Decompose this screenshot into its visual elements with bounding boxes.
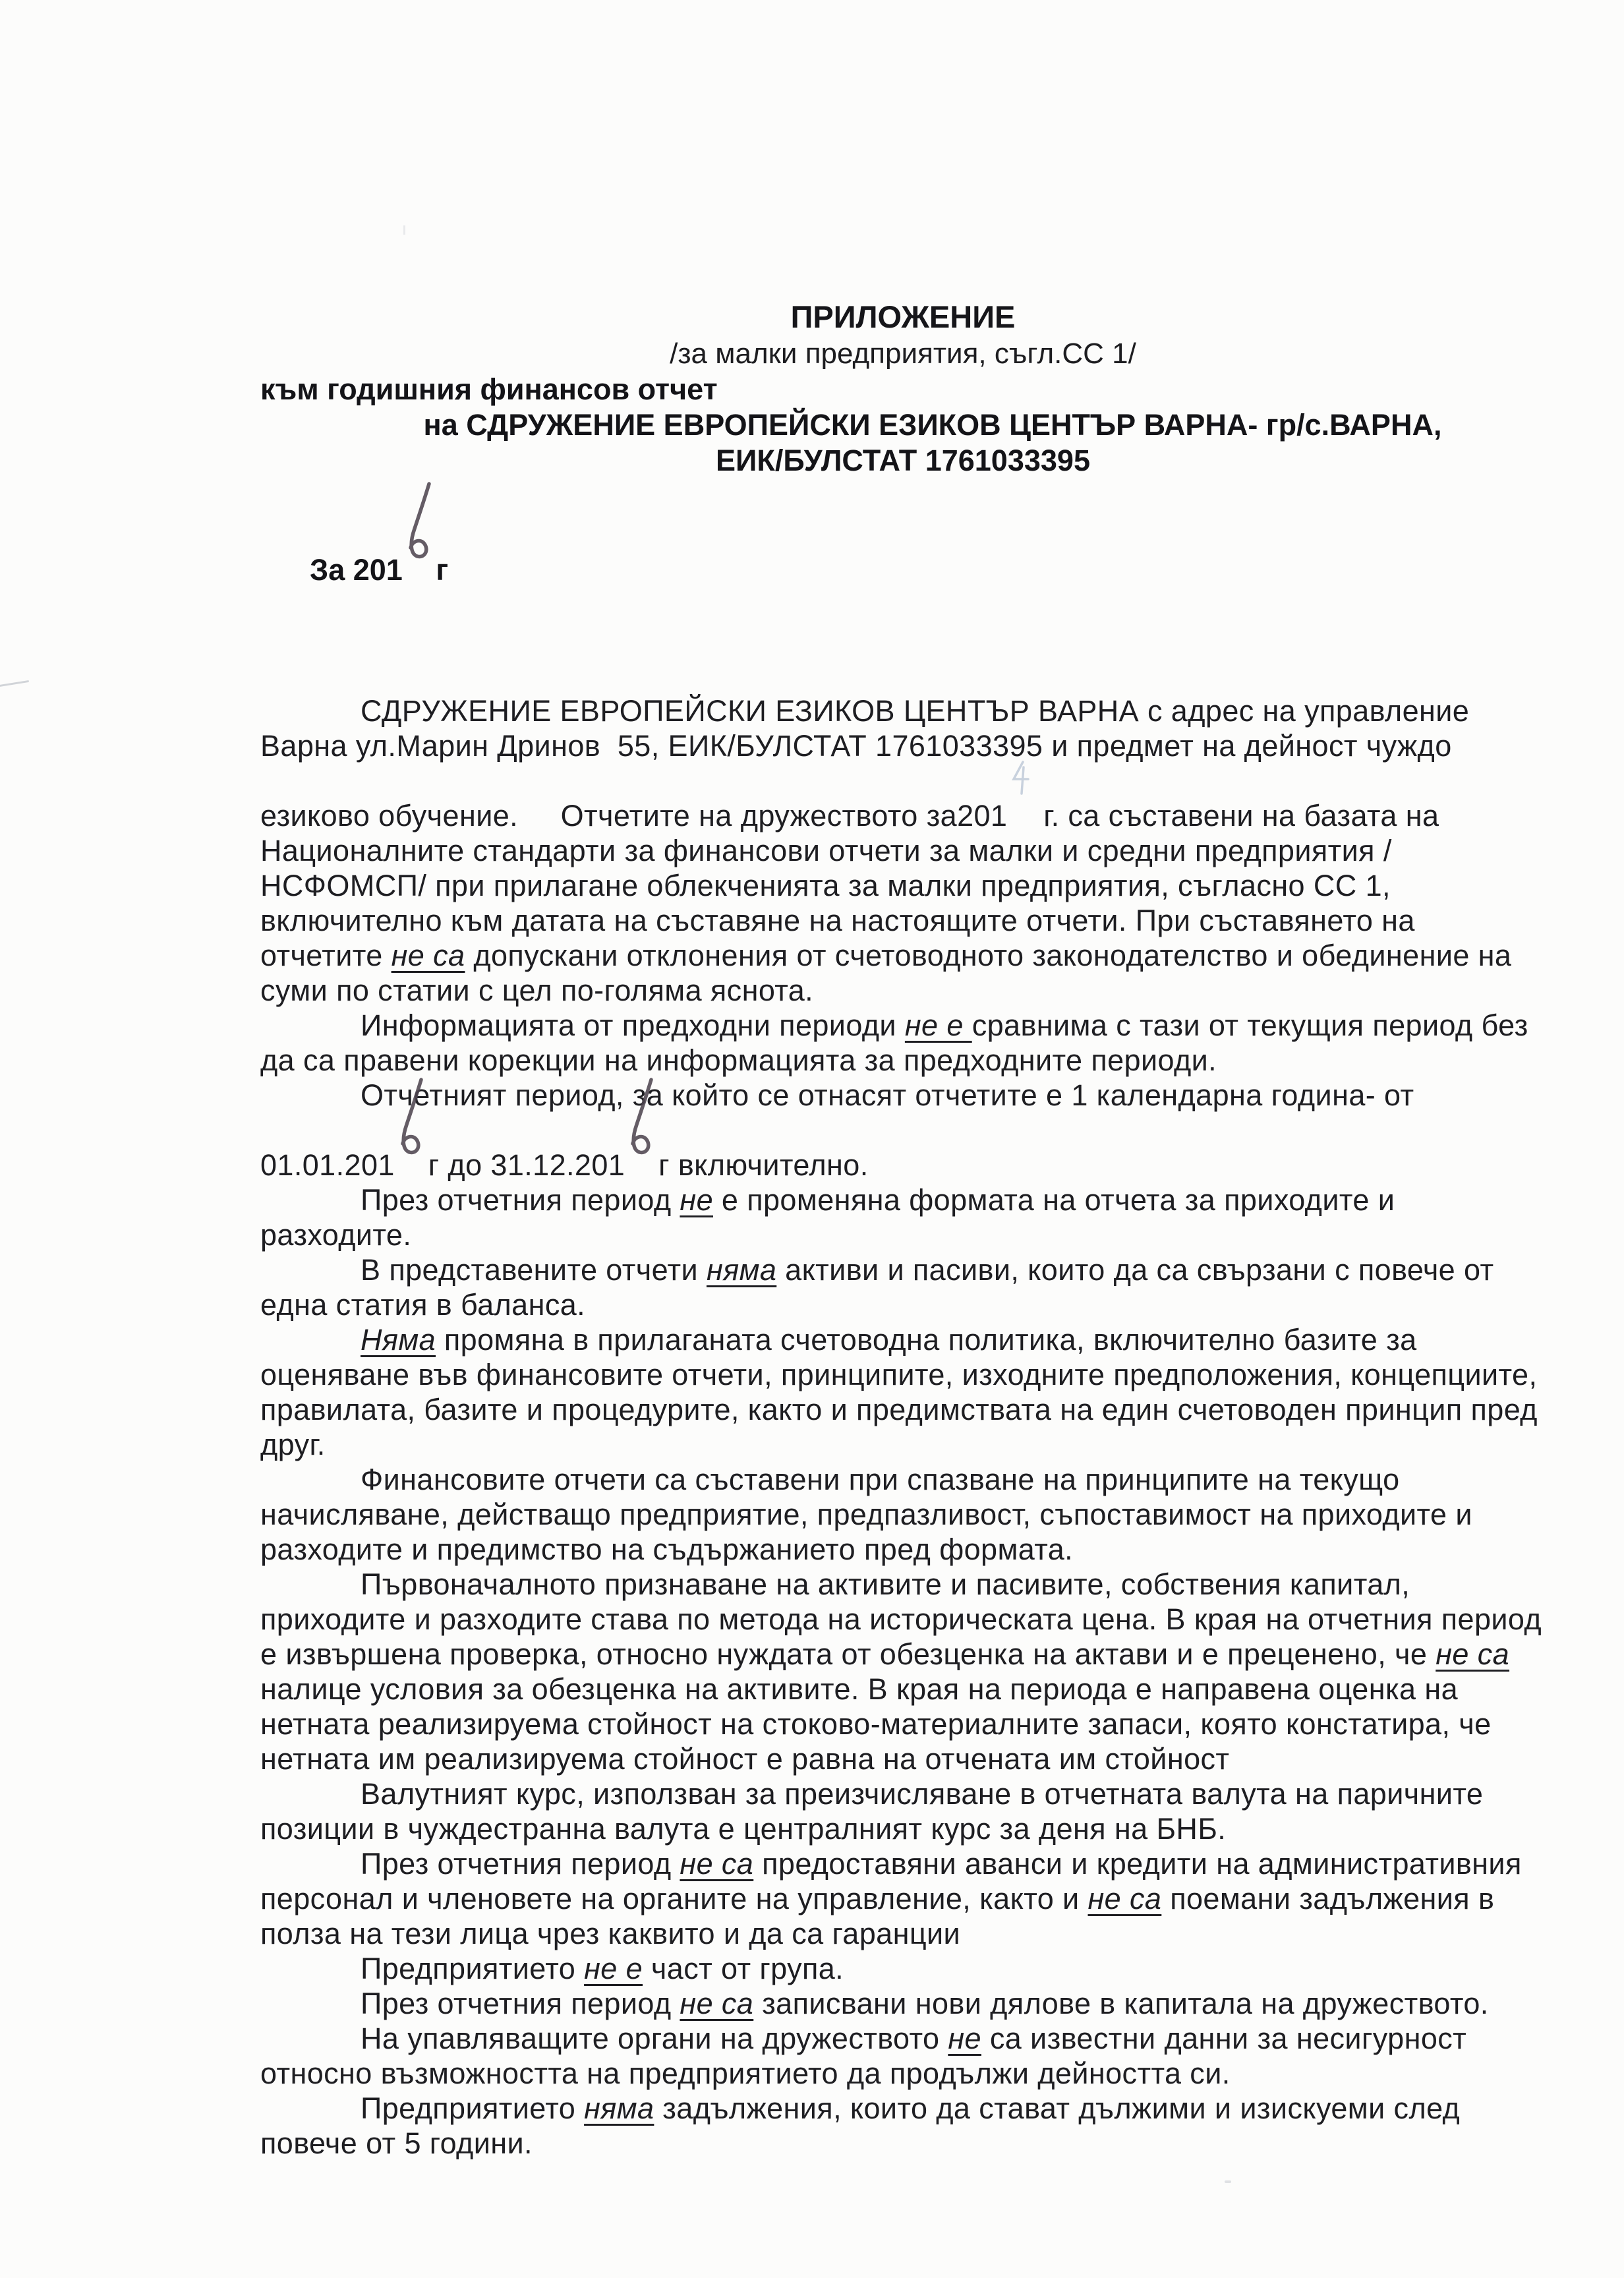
paragraph	[260, 1951, 1546, 1986]
paragraph	[260, 1183, 1546, 1252]
eik-bulstat-line: ЕИК/БУЛСТАТ 1761033395	[716, 444, 1090, 477]
text-run: В представените отчети	[361, 1253, 707, 1287]
paragraph	[260, 1567, 1550, 1776]
underlined-term: не е	[904, 1008, 972, 1042]
text-run: сравнима с тази от текущия период без да са правени корекции на информацията за предходните периоди.	[260, 1008, 1537, 1077]
paragraph	[260, 1776, 1546, 1846]
paragraph	[260, 1462, 1546, 1567]
paragraph	[260, 2021, 1546, 2091]
document-title: ПРИЛОЖЕНИЕ	[790, 299, 1016, 334]
underlined-term: Няма	[361, 1323, 436, 1357]
handwritten-pencil-digit	[1007, 763, 1035, 790]
pencil-stray-mark	[0, 680, 29, 687]
text-run: През отчетния период	[361, 1847, 680, 1881]
paragraph	[260, 1008, 1546, 1078]
text-run: са известни данни за несигурност относно възможността на предприятието да продължи дейността си.	[260, 2022, 1476, 2090]
report-year-line	[260, 481, 1546, 624]
text-run: Валутният курс, използван за преизчисляване в отчетната валута на паричните позиции в чуждестранна валута е централният курс за деня на БНБ.	[260, 1777, 1492, 1846]
text-run: поемани задължения в полза на тези лица чрез каквито и да са гаранции	[260, 1882, 1503, 1950]
year-prefix: За 201	[310, 553, 403, 587]
underlined-term: не са	[680, 1987, 754, 2020]
document-subtitle: /за малки предприятия, съгл.СС 1/	[670, 337, 1136, 370]
underlined-term: не са	[1088, 1882, 1162, 1915]
text-run: Предприятието	[361, 1952, 585, 1985]
year-suffix: г	[427, 553, 449, 587]
text-run: налице условия за обезценка на активите. В края на периода е направена оценка на нетната реализируема стойност на стоково-материалните запаси, която констатира, че нетната им реализируема стойност е равна на отчената им стойност	[260, 1637, 1518, 1776]
underlined-term: не са	[1436, 1637, 1510, 1671]
underlined-term: не	[680, 1183, 713, 1217]
text-run: г до 31.12.201	[419, 1148, 625, 1182]
text-run: предоставяни аванси и кредити на административния персонал и членовете на органите на управление, както и	[260, 1847, 1530, 1915]
underlined-term: няма	[584, 2091, 654, 2125]
handwritten-pen-digit	[625, 1113, 650, 1142]
underlined-term: не са	[391, 939, 465, 972]
document-content	[260, 298, 1550, 2161]
paragraph	[260, 2091, 1546, 2161]
text-run: записвани нови дялове в капитала на дружеството.	[753, 1987, 1489, 2020]
text-run: През отчетния период	[361, 1987, 680, 2020]
text-run: част от група.	[643, 1952, 844, 1985]
text-run: задължения, които да стават дължими и изискуеми след повече от 5 години.	[260, 2091, 1469, 2160]
text-run: Първоначалното признаване на активите и пасивите, собствения капитал, приходите и разходите става по метода на историческата цена. В края на отчетния период е извършена проверка, относно нуждата от обезценка на актави и е преценено, че	[260, 1567, 1550, 1671]
text-run: СДРУЖЕНИЕ ЕВРОПЕЙСКИ ЕЗИКОВ ЦЕНТЪР ВАРНА с адрес на управление Варна ул.Марин Дринов 55, ЕИК/БУЛСТАТ 1761033395 и предмет на дейност чуждо езиково обучение. Отчетите на дружеството за201	[260, 694, 1478, 832]
organization-line: на СДРУЖЕНИЕ ЕВРОПЕЙСКИ ЕЗИКОВ ЦЕНТЪР ВАРНА- гр/с.ВАРНА,	[423, 408, 1442, 442]
paragraph	[260, 1322, 1546, 1462]
underlined-term: няма	[706, 1253, 777, 1287]
document-body	[260, 693, 1550, 2161]
scan-speck	[403, 225, 405, 235]
text-run: допускани отклонения от счетоводното законодателство и обединение на суми по статии с цел по-голяма яснота.	[260, 939, 1521, 1007]
text-run: Отчетният период, за който се отнасят отчетите е 1 календарна година- от 01.01.201	[260, 1078, 1423, 1182]
underlined-term: не	[948, 2022, 981, 2055]
underlined-term: не са	[680, 1847, 754, 1881]
handwritten-pen-digit	[395, 1113, 420, 1142]
handwritten-pen-year-digit	[403, 517, 428, 546]
text-run: г включително.	[650, 1148, 869, 1182]
text-run: Информацията от предходни периоди	[361, 1008, 905, 1042]
paragraph	[260, 693, 1546, 1008]
text-run: Предприятието	[361, 2091, 585, 2125]
underlined-term: не е	[584, 1952, 643, 1985]
paragraph	[260, 1846, 1546, 1951]
report-line: към годишния финансов отчет	[260, 372, 718, 406]
text-run: активи и пасиви, които да са свързани с повече от една статия в баланса.	[260, 1253, 1503, 1322]
text-run: През отчетния период	[361, 1183, 680, 1217]
text-run: г. са съставени на базата на Националните стандарти за финансови отчети за малки и средни предприятия /НСФОМСП/ при прилагане облекченията за малки предприятия, съгласно СС 1, включително към датата на съставяне на настоящите отчети. При съставянето на отчетите	[260, 799, 1448, 972]
text-run: Финансовите отчети са съставени при спазване на принципите на текущо начисляване, действащо предприятие, предпазливост, съпоставимост на приходите и разходите и предимство на съдържанието пред формата.	[260, 1463, 1481, 1566]
text-run: е променяна формата на отчета за приходите и разходите.	[260, 1183, 1404, 1252]
text-run: промяна в прилаганата счетоводна политика, включително базите за оценяване във финансовите отчети, принципите, изходните предположения, концепциите, правилата, базите и процедурите, както и предимствата на един счетоводен принцип пред друг.	[260, 1323, 1546, 1461]
paragraph	[260, 1078, 1546, 1183]
text-run: На упавляващите органи на дружеството	[361, 2022, 948, 2055]
paragraph	[260, 1252, 1546, 1322]
scan-speck	[1225, 2180, 1231, 2183]
paragraph	[260, 1986, 1546, 2021]
